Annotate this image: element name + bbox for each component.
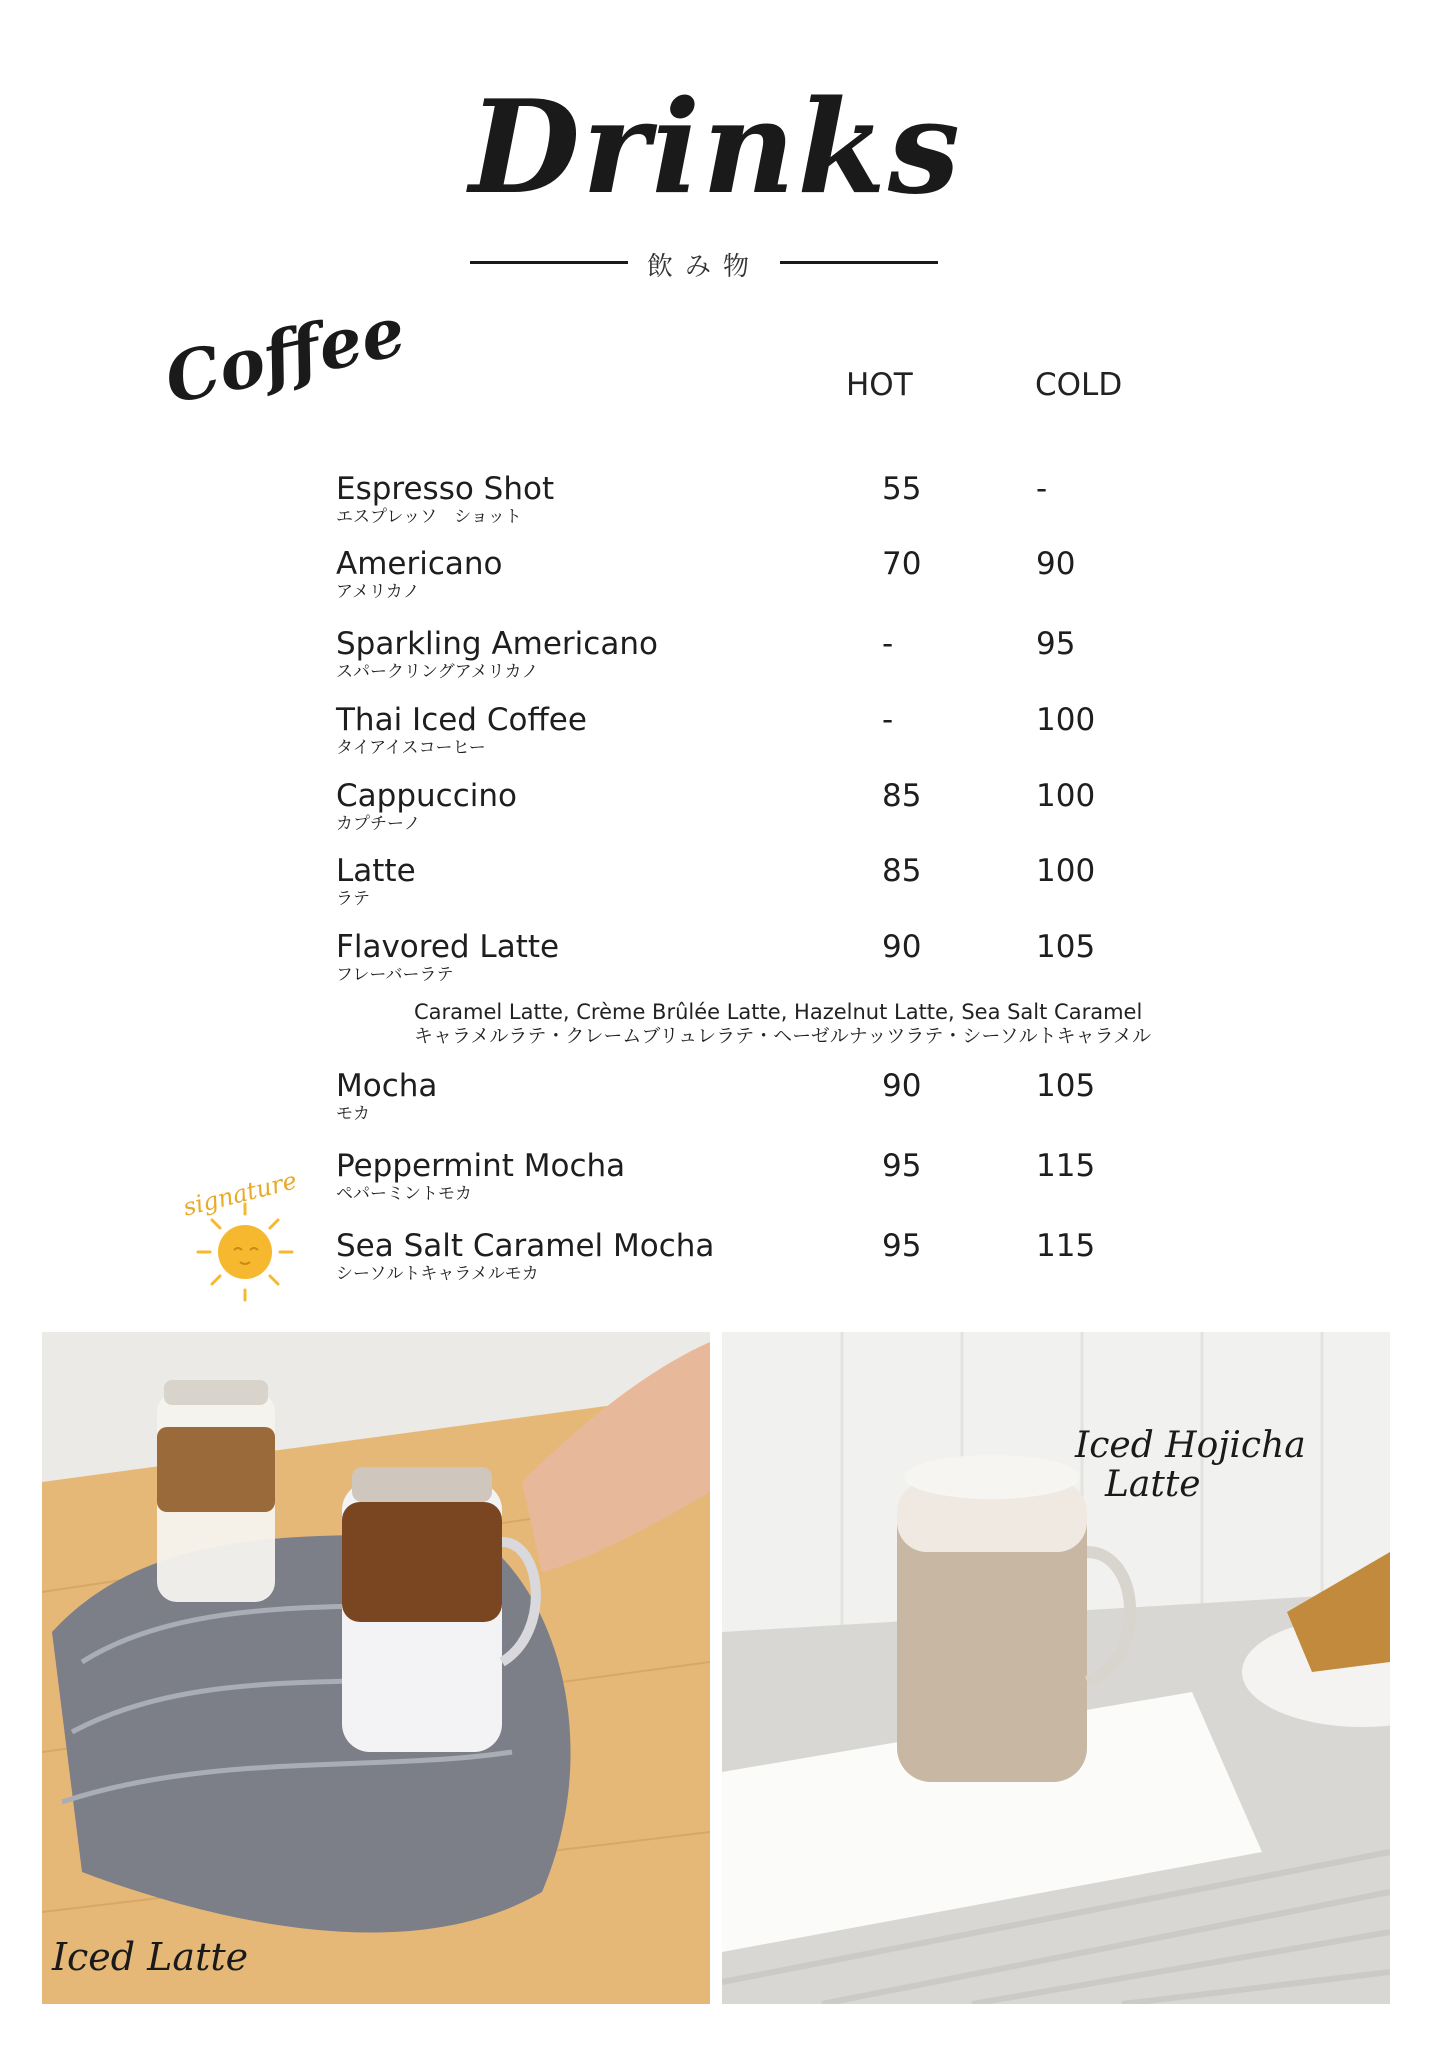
item-name-jp: シーソルトキャラメルモカ [336,1264,539,1284]
page-subtitle: 飲み物 [646,252,761,282]
item-price-hot: 90 [882,929,922,965]
menu-item [0,625,1431,691]
item-name: Latte [336,853,416,889]
item-price-cold: 100 [1036,853,1096,889]
item-name-jp: モカ [336,1104,370,1124]
item-price-hot: - [882,626,894,662]
signature-label: signature [180,1166,300,1222]
item-price-cold: 115 [1036,1148,1096,1184]
item-price-cold: 115 [1036,1228,1096,1264]
column-header-hot: HOT [846,367,913,403]
item-name-jp: エスプレッソ ショット [336,507,522,527]
title-divider-right [780,261,938,264]
flavor-options-jp: キャラメルラテ・クレームブリュレラテ・ヘーゼルナッツラテ・シーソルトキャラメル [414,1025,1152,1047]
item-name-jp: タイアイスコーヒー [336,738,486,758]
page-title: Drinks [469,73,962,223]
iced-latte-photo [42,1332,710,2004]
menu-item [0,852,1431,918]
item-name: Sparkling Americano [336,626,658,662]
item-name: Americano [336,546,503,582]
item-name: Sea Salt Caramel Mocha [336,1228,715,1264]
item-price-cold: 100 [1036,778,1096,814]
item-name-jp: カプチーノ [336,814,421,834]
photo-caption-line-1: Iced Hojicha [1075,1425,1306,1466]
item-price-cold: 100 [1036,702,1096,738]
flavor-options: Caramel Latte, Crème Brûlée Latte, Hazelnut Latte, Sea Salt Caramel [414,1000,1143,1024]
item-name: Cappuccino [336,778,517,814]
item-price-cold: - [1036,471,1048,507]
item-name: Thai Iced Coffee [336,702,587,738]
item-price-hot: 55 [882,471,922,507]
item-name-jp: フレーバーラテ [336,965,454,985]
menu-item [0,470,1431,536]
sun-icon [180,1182,310,1302]
item-price-hot: 70 [882,546,922,582]
photo-caption: Iced Latte [52,1935,249,1979]
menu-item [0,928,1431,994]
item-price-hot: - [882,702,894,738]
section-title: Coffee [158,291,412,420]
item-name-jp: ラテ [336,889,370,909]
title-divider-left [470,261,628,264]
item-name: Mocha [336,1068,438,1104]
item-name: Peppermint Mocha [336,1148,626,1184]
item-price-hot: 85 [882,853,922,889]
item-name: Flavored Latte [336,929,560,965]
item-price-hot: 95 [882,1228,922,1264]
photo-caption-line-2: Latte [1105,1464,1201,1505]
menu-item [0,1067,1431,1133]
item-price-cold: 95 [1036,626,1076,662]
item-price-cold: 105 [1036,929,1096,965]
item-price-hot: 90 [882,1068,922,1104]
item-price-cold: 90 [1036,546,1076,582]
column-header-cold: COLD [1035,367,1123,403]
item-price-cold: 105 [1036,1068,1096,1104]
item-name-jp: スパークリングアメリカノ [336,662,539,682]
item-price-hot: 85 [882,778,922,814]
item-name: Espresso Shot [336,471,555,507]
menu-item [0,777,1431,843]
item-price-hot: 95 [882,1148,922,1184]
menu-item [0,545,1431,611]
item-name-jp: ペパーミントモカ [336,1184,472,1204]
menu-item [0,701,1431,767]
item-name-jp: アメリカノ [336,582,420,602]
